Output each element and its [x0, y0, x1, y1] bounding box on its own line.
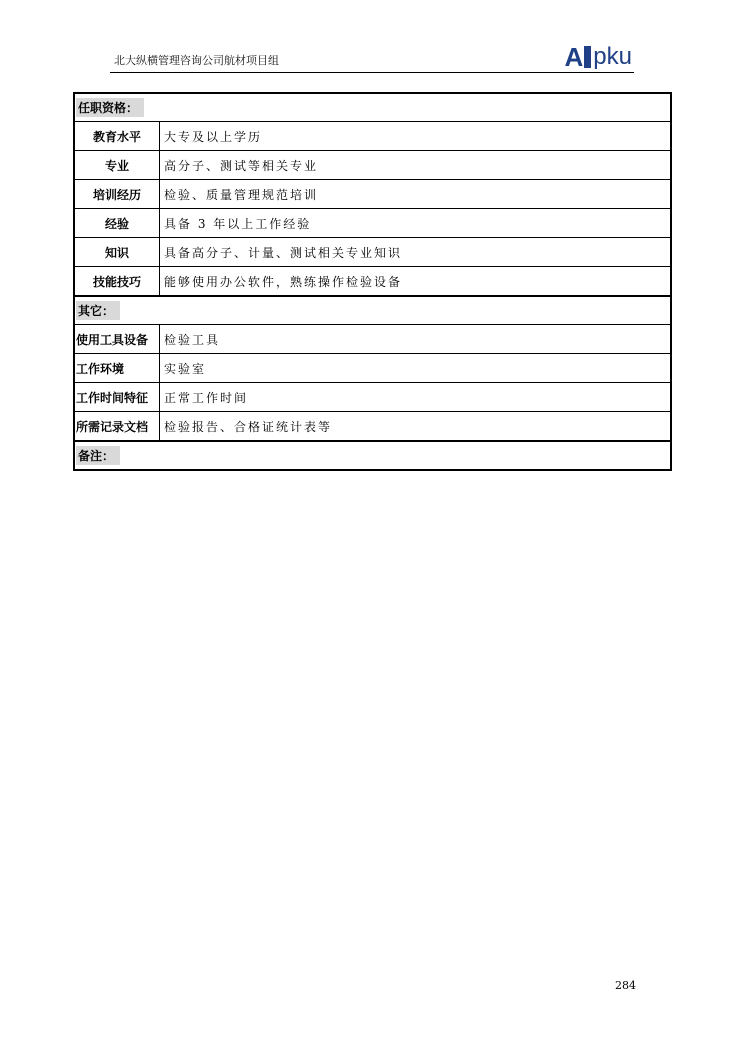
row-key: 工作时间特征	[74, 383, 160, 412]
row-value: 能够使用办公软件，熟练操作检验设备	[160, 267, 672, 297]
row-key: 工作环境	[74, 354, 160, 383]
row-key: 知识	[74, 238, 160, 267]
notes-label: 备注：	[76, 446, 120, 465]
table-row	[74, 412, 671, 442]
qualifications-label: 任职资格：	[76, 98, 144, 117]
table-row	[74, 209, 671, 238]
logo-text-pku: pku	[593, 43, 632, 70]
row-value: 实验室	[160, 354, 672, 383]
row-value: 正常工作时间	[160, 383, 672, 412]
logo-bar	[584, 46, 591, 68]
page-number: 284	[615, 979, 636, 992]
row-key: 使用工具设备	[74, 325, 160, 354]
header-title: 北大纵横管理咨询公司航材项目组	[114, 54, 279, 67]
row-value: 高分子、测试等相关专业	[160, 151, 672, 180]
qualifications-section-header	[74, 93, 671, 122]
row-value: 具备高分子、计量、测试相关专业知识	[160, 238, 672, 267]
row-value: 大专及以上学历	[160, 122, 672, 151]
table-row	[74, 238, 671, 267]
row-key: 经验	[74, 209, 160, 238]
logo-letter-a: A	[564, 42, 583, 72]
table-row	[74, 325, 671, 354]
table-row	[74, 151, 671, 180]
table-row	[74, 354, 671, 383]
row-key: 培训经历	[74, 180, 160, 209]
alpku-logo	[564, 42, 632, 72]
table-row	[74, 180, 671, 209]
table-row	[74, 267, 671, 297]
row-key: 技能技巧	[74, 267, 160, 297]
other-section-header	[74, 296, 671, 325]
table-row	[74, 122, 671, 151]
row-value: 检验工具	[160, 325, 672, 354]
row-key: 专业	[74, 151, 160, 180]
row-key: 教育水平	[74, 122, 160, 151]
job-spec-table	[73, 92, 672, 471]
other-label: 其它：	[76, 301, 120, 320]
notes-section-header	[74, 441, 671, 470]
row-value: 检验、质量管理规范培训	[160, 180, 672, 209]
row-key: 所需记录文档	[74, 412, 160, 442]
row-value: 具备 3 年以上工作经验	[160, 209, 672, 238]
table-row	[74, 383, 671, 412]
page-header	[110, 40, 634, 73]
row-value: 检验报告、合格证统计表等	[160, 412, 672, 442]
